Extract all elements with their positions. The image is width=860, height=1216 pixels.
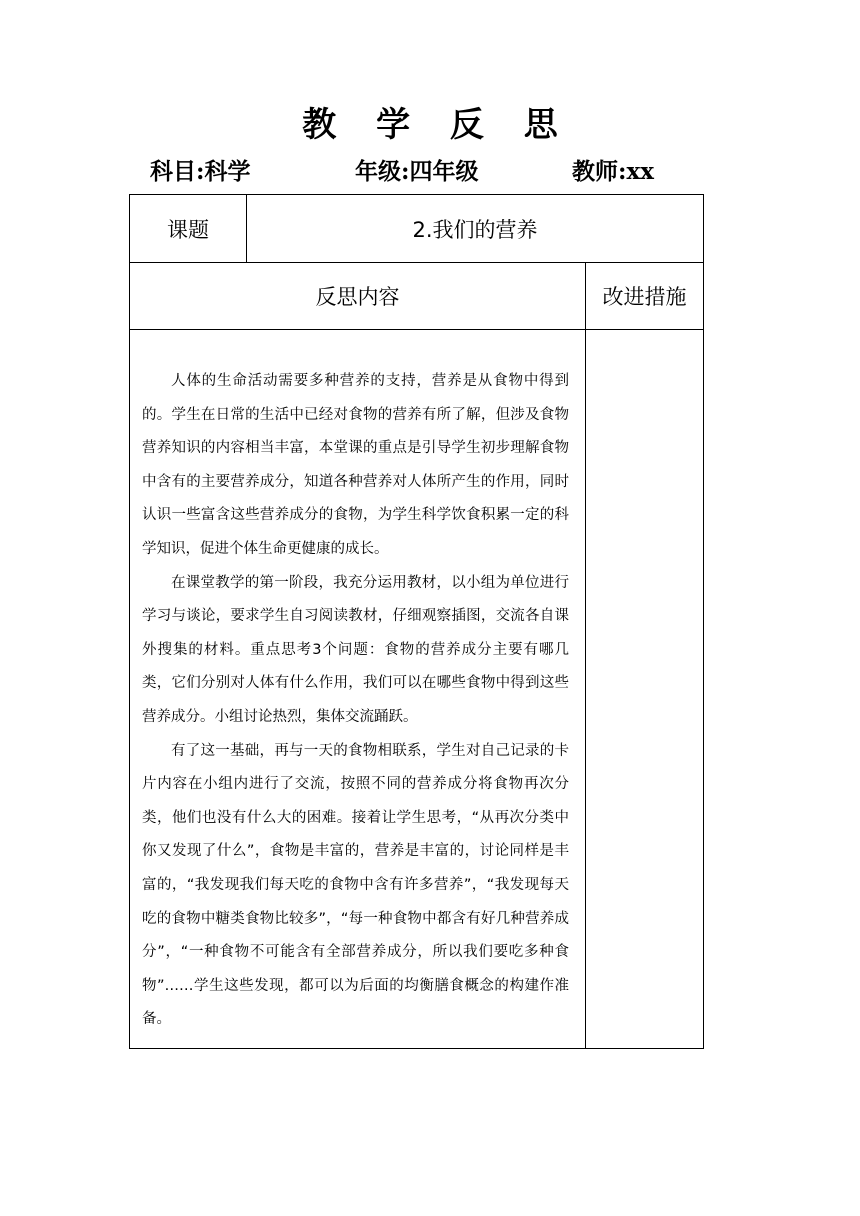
reflection-text — [130, 341, 585, 1037]
reflection-paragraph: 人体的生命活动需要多种营养的支持，营养是从食物中得到的。学生在日常的生活中已经对食物的营养有所了解，但涉及食物营养知识的内容相当丰富，本堂课的重点是引导学生初步理解食物中含有的主要营养成分，知道各种营养对人体所产生的作用，同时认识一些富含这些营养成分的食物，为学生科学饮食积累一定的科学知识，促进个体生命更健康的成长。 — [142, 373, 569, 558]
subject-label: 科目: — [150, 158, 205, 185]
teacher-field — [572, 152, 654, 192]
header-row — [130, 263, 704, 330]
grade-field — [355, 152, 479, 192]
grade-label: 年级: — [355, 158, 410, 185]
reflection-paragraph: 在课堂教学的第一阶段，我充分运用教材，以小组为单位进行学习与谈论，要求学生自习阅读教材，仔细观察插图，交流各自课外搜集的材料。重点思考3个问题：食物的营养成分主要有哪几类，它们分别对人体有什么作用，我们可以在哪些食物中得到这些营养成分。小组讨论热烈，集体交流踊跃。 — [142, 574, 569, 725]
reflection-table — [129, 194, 704, 1049]
improvement-cell — [586, 330, 704, 1049]
content-header: 反思内容 — [315, 285, 400, 309]
teacher-label: 教师: — [572, 158, 627, 185]
subject-value: 科学 — [204, 158, 251, 185]
topic-value: 2.我们的营养 — [412, 217, 538, 242]
topic-label-cell — [130, 195, 247, 263]
subject-field — [150, 152, 251, 192]
content-row — [130, 330, 704, 1049]
page-title: 教 学 反 思 — [302, 105, 572, 145]
topic-value-cell — [247, 195, 704, 263]
content-header-cell — [130, 263, 586, 330]
topic-row — [130, 195, 704, 263]
teacher-value: xx — [626, 158, 654, 185]
improve-header-cell — [586, 263, 704, 330]
reflection-paragraph: 有了这一基础，再与一天的食物相联系，学生对自己记录的卡片内容在小组内进行了交流，按照不同的营养成分将食物再次分类，他们也没有什么大的困难。接着让学生思考，“从再次分类中你又发现了什么”，食物是丰富的，营养是丰富的，讨论同样是丰富的，“我发现我们每天吃的食物中含有许多营养”，“我发现每天吃的食物中糖类食物比较多”，“每一种食物中都含有好几种营养成分”，“一种食物不可能含有全部营养成分，所以我们要吃多种食物”……学生这些发现，都可以为后面的均衡膳食概念的构建作准备。 — [142, 742, 569, 1028]
improve-header: 改进措施 — [602, 285, 687, 309]
topic-label: 课题 — [167, 217, 209, 242]
grade-value: 四年级 — [409, 158, 479, 185]
reflection-content-cell — [130, 330, 586, 1049]
